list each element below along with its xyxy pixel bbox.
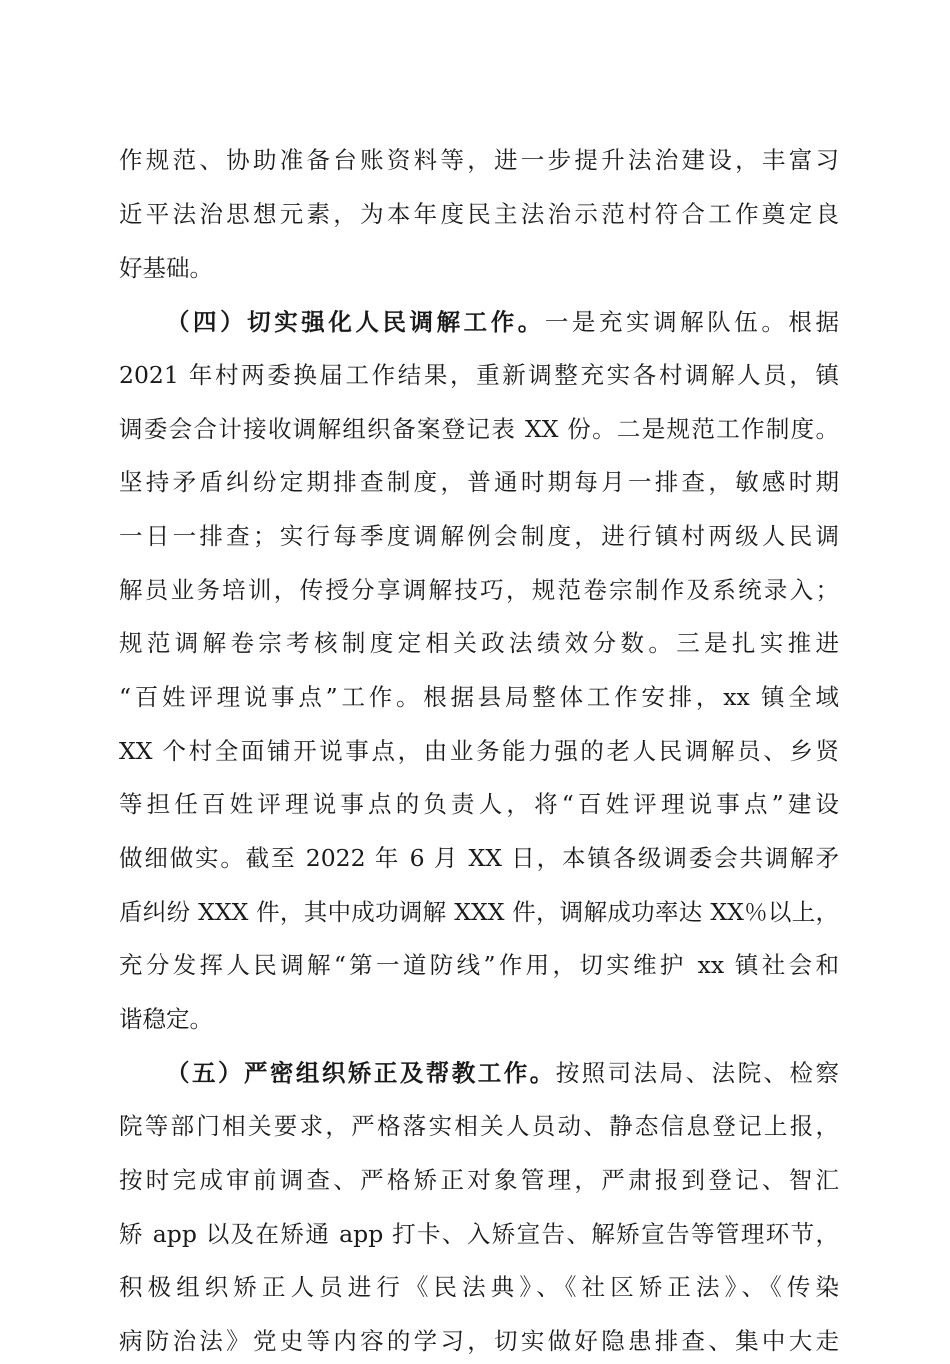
- paragraph-3-first-line: [166, 1050, 839, 1096]
- paragraph-1-line-1: 作规范、协助准备台账资料等，进一步提升法治建设，丰富习: [119, 146, 839, 174]
- paragraph-2-line: 做细做实。截至 2022 年 6 月 XX 日，本镇各级调委会共调解矛: [119, 844, 839, 872]
- paragraph-1-line-2: 近平法治思想元素，为本年度民主法治示范村符合工作奠定良: [119, 200, 839, 228]
- paragraph-3-heading: （五）严密组织矫正及帮教工作。: [166, 1059, 556, 1087]
- paragraph-2-first-line: [166, 299, 839, 345]
- paragraph-2-line: 坚持矛盾纠纷定期排查制度，普通时期每月一排查，敏感时期: [119, 468, 839, 496]
- paragraph-2-line: 规范调解卷宗考核制度定相关政法绩效分数。三是扎实推进: [119, 629, 839, 657]
- paragraph-2-first-line-text: 一是充实调解队伍。根据: [544, 308, 839, 336]
- paragraph-3-first-line-text: 按照司法局、法院、检察: [555, 1059, 840, 1087]
- paragraph-3-line: 积极组织矫正人员进行《民法典》、《社区矫正法》、《传染: [119, 1273, 839, 1301]
- paragraph-2-line: 盾纠纷 XXX 件，其中成功调解 XXX 件，调解成功率达 XX％以上，: [119, 898, 839, 926]
- paragraph-2-line: 解员业务培训，传授分享调解技巧，规范卷宗制作及系统录入；: [119, 576, 839, 604]
- paragraph-3-line: 矫 app 以及在矫通 app 打卡、入矫宣告、解矫宣告等管理环节，: [119, 1220, 839, 1248]
- paragraph-2-line: 一日一排查；实行每季度调解例会制度，进行镇村两级人民调: [119, 522, 839, 550]
- paragraph-2-heading: （四）切实强化人民调解工作。: [166, 308, 545, 336]
- paragraph-1-line-3: 好基础。: [119, 254, 213, 282]
- paragraph-3-line: 按时完成审前调查、严格矫正对象管理，严肃报到登记、智汇: [119, 1166, 839, 1194]
- paragraph-2-line: 调委会合计接收调解组织备案登记表 XX 份。二是规范工作制度。: [119, 415, 839, 443]
- paragraph-3-line: 院等部门相关要求，严格落实相关人员动、静态信息登记上报，: [119, 1112, 839, 1140]
- paragraph-2-line: 充分发挥人民调解“第一道防线”作用，切实维护 xx 镇社会和: [119, 951, 839, 979]
- paragraph-3-line: 病防治法》党史等内容的学习，切实做好隐患排查、集中大走: [119, 1327, 839, 1355]
- paragraph-2-line: 2021 年村两委换届工作结果，重新调整充实各村调解人员，镇: [119, 361, 839, 389]
- paragraph-2-line: 谐稳定。: [119, 1005, 213, 1033]
- paragraph-2-line: “百姓评理说事点”工作。根据县局整体工作安排，xx 镇全域: [119, 683, 839, 711]
- paragraph-2-line: XX 个村全面铺开说事点，由业务能力强的老人民调解员、乡贤: [119, 737, 839, 765]
- paragraph-2-line: 等担任百姓评理说事点的负责人，将“百姓评理说事点”建设: [119, 790, 839, 818]
